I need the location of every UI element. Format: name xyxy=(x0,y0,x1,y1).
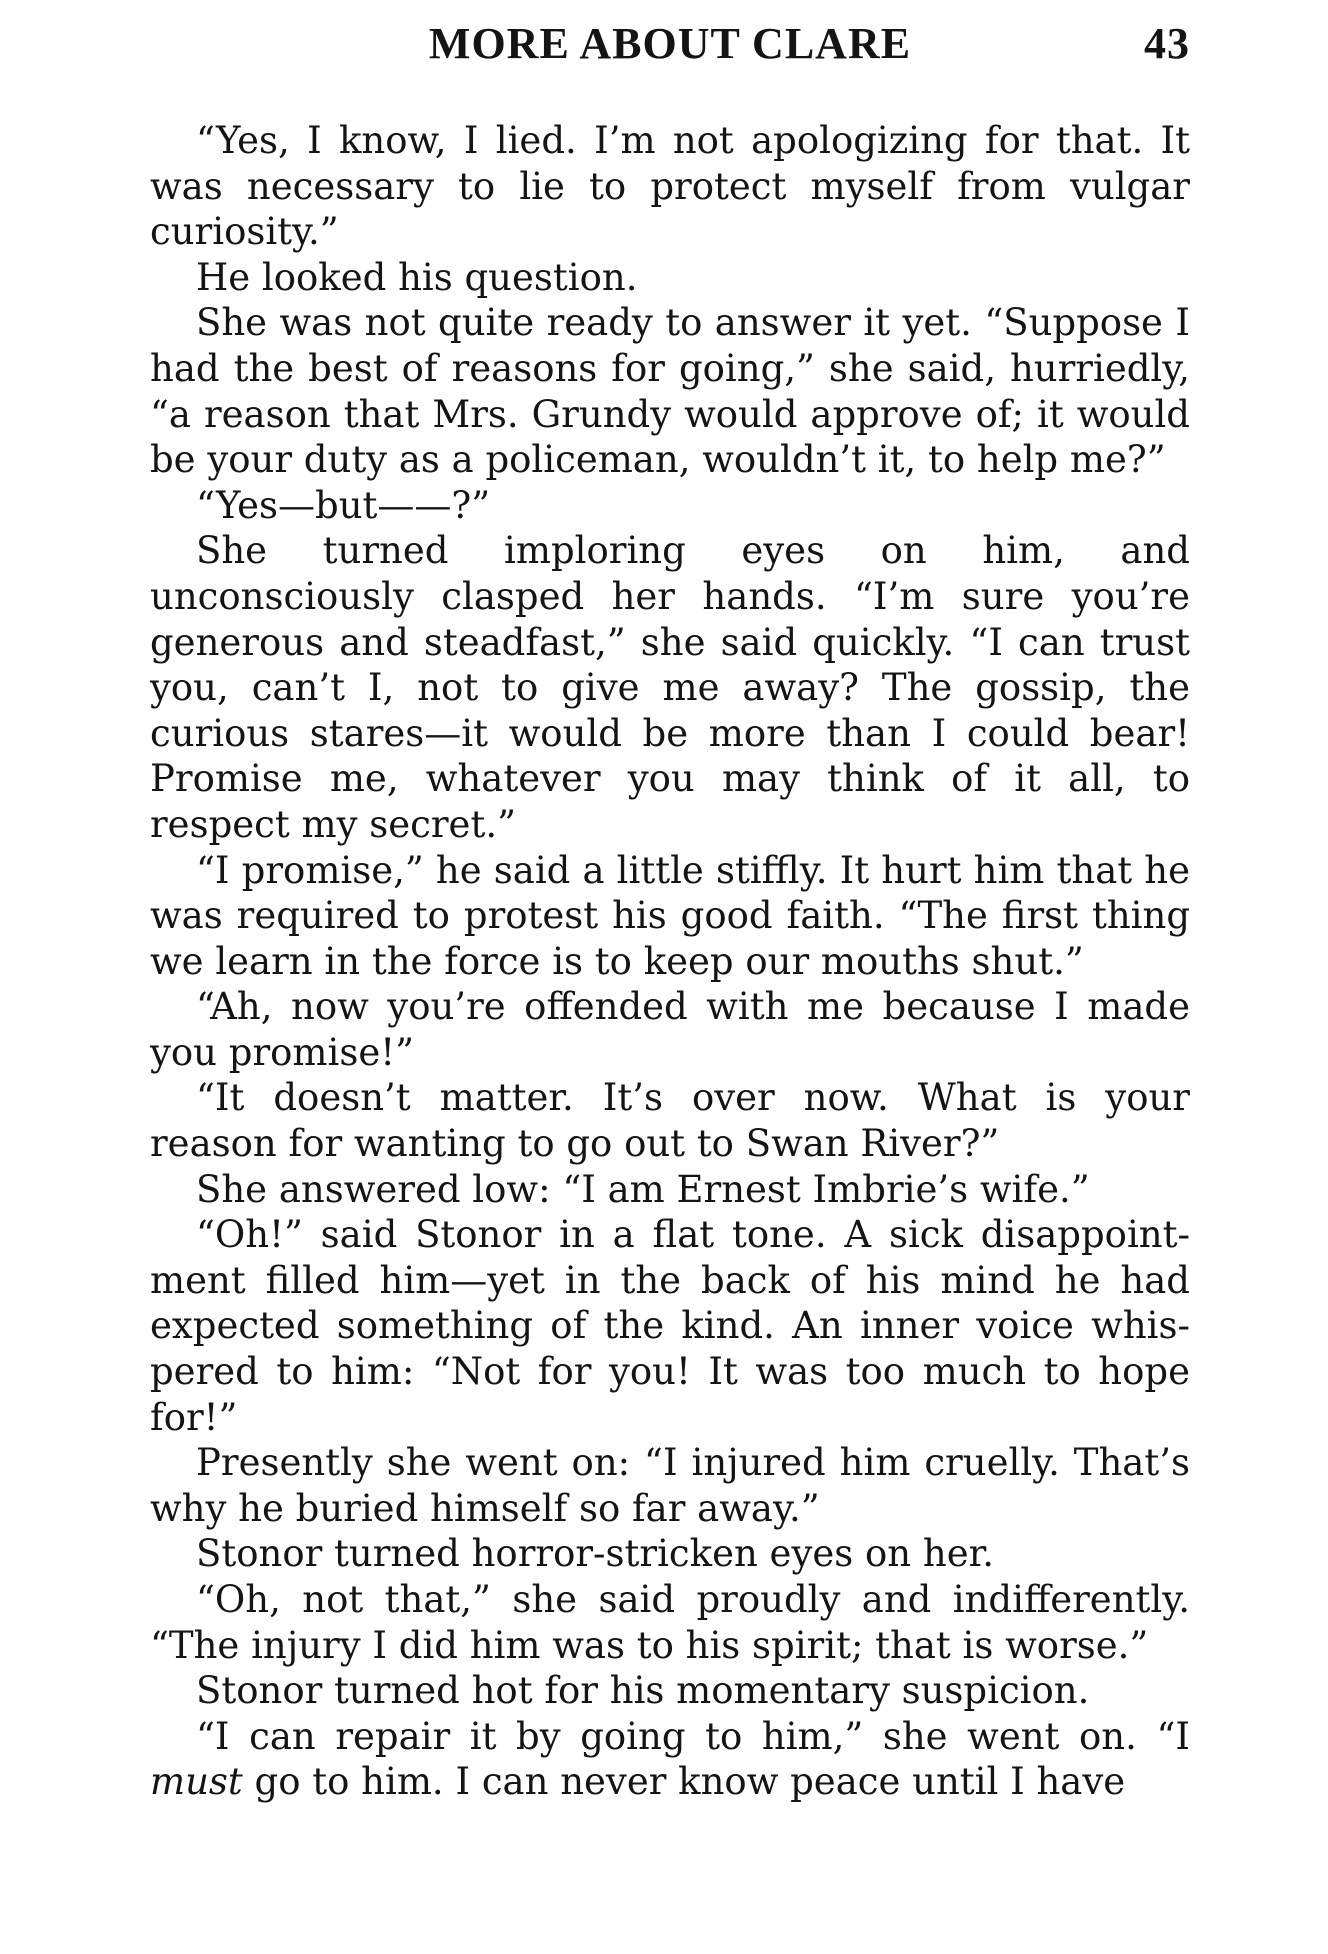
paragraph: She turned imploring eyes on him, and unconsciously clasped her hands. “I’m sure you’re generous and steadfast,” she said quickly. “I can trust you, can’t I, not to give me away? The gossip, the curious stares—it would be more than I could bear! Promise me, whatever you may think of it all, to respect my secret.” xyxy=(150,529,1190,846)
paragraph: “It doesn’t matter. It’s over now. What is your reason for wanting to go out to Swan River?” xyxy=(150,1076,1190,1166)
paragraph: Stonor turned hot for his momentary suspicion. xyxy=(196,1669,1090,1713)
running-title: MORE ABOUT CLARE xyxy=(428,19,912,68)
emphasis: must xyxy=(150,1760,243,1804)
paragraph: She was not quite ready to answer it yet. “Suppose I had the best of reasons for going,” she said, hurriedly, “a reason that Mrs. Grundy would approve of; it would be your duty as a policeman, wouldn’t it, to help me?” xyxy=(150,301,1190,482)
body-text xyxy=(150,118,1190,1805)
paragraph: “Yes—but——?” xyxy=(196,483,491,527)
paragraph: “Ah, now you’re offended with me because I made you promise!” xyxy=(150,985,1190,1074)
page-number: 43 xyxy=(1144,19,1190,68)
paragraph: “Oh, not that,” she said proudly and indifferently. “The injury I did him was to his spirit; that is worse.” xyxy=(150,1578,1190,1667)
paragraph: She answered low: “I am Ernest Imbrie’s wife.” xyxy=(196,1167,1090,1211)
paragraph: He looked his question. xyxy=(196,255,638,299)
running-head xyxy=(150,18,1190,80)
paragraph: “Yes, I know, I lied. I’m not apologizing for that. It was necessary to lie to protect myself from vulgar curiosity.” xyxy=(150,119,1190,254)
paragraph: Stonor turned horror-stricken eyes on her. xyxy=(196,1532,994,1576)
paragraph: “I can repair it by going to him,” she went on. “I must go to him. I can never know peace until I have xyxy=(150,1714,1190,1804)
paragraph: “Oh!” said Stonor in a flat tone. A sick disappointment filled him—yet in the back of his mind he had expected something of the kind. An inner voice whispered to him: “Not for you! It was too much to hope for!” xyxy=(150,1213,1190,1439)
paragraph: “I promise,” he said a little stiffly. It hurt him that he was required to protest his good faith. “The first thing we learn in the force is to keep our mouths shut.” xyxy=(150,848,1190,983)
book-page xyxy=(150,18,1190,1918)
paragraph: Presently she went on: “I injured him cruelly. That’s why he buried himself so far away.” xyxy=(150,1441,1190,1530)
